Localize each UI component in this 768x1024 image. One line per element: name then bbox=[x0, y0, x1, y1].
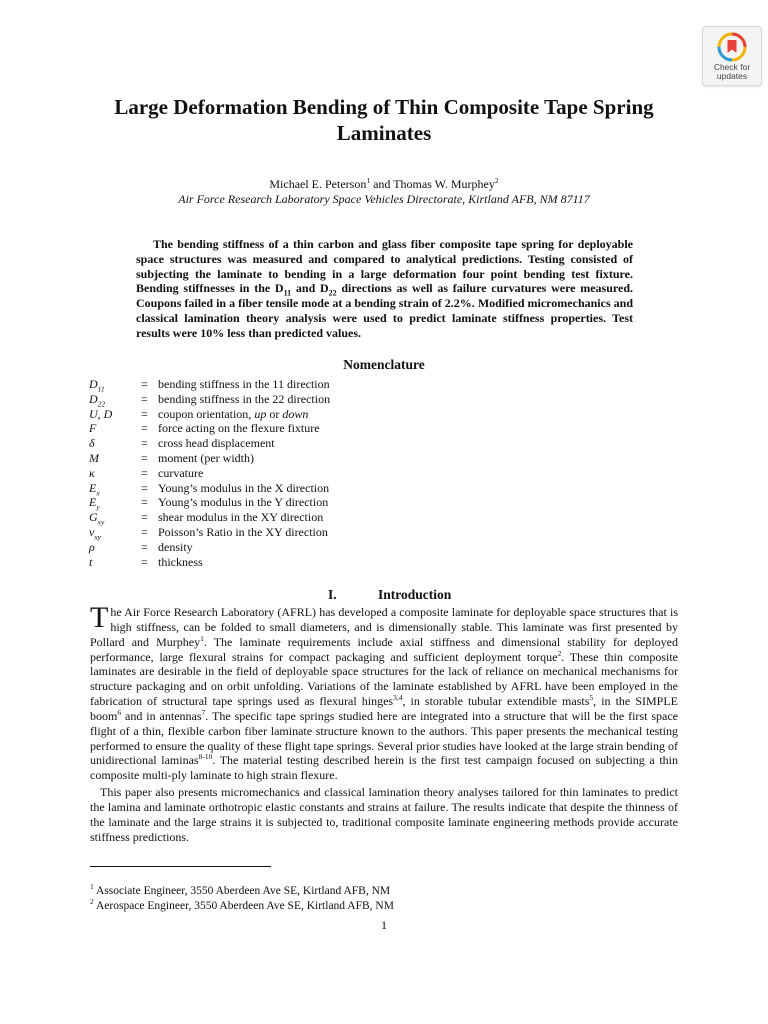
reference-mark: 6 bbox=[117, 707, 122, 717]
nomenclature-symbol: ρ bbox=[89, 539, 95, 554]
intro-text: . These thin composite laminates are desirable in the field of deployable space structures for the lack of reliance on mechanical mechanisms for structure packaging and on orbit unfolding. Variations of the laminate established by AFRL have been employed in the fabrication of structural tape springs used as flexural hinges bbox=[90, 649, 678, 709]
drop-cap: T bbox=[90, 601, 109, 634]
nomenclature-definition: moment (per width) bbox=[158, 450, 254, 465]
reference-mark: 5 bbox=[589, 693, 594, 703]
abstract-text-3: directions as well as failure curvatures were measured. Coupons failed in a fiber tensile mode at a bending strain of 2.2%. Modified micromechanics and classical lamination theory analysis were used to predict laminate stiffness properties. Test results were 10% less than predicted values. bbox=[136, 281, 634, 340]
check-for-updates-badge[interactable] bbox=[702, 26, 762, 86]
nomenclature-definition: Young’s modulus in the X direction bbox=[158, 480, 330, 495]
symbol-letter: E bbox=[89, 495, 97, 510]
nomenclature-equals: = bbox=[141, 391, 148, 406]
symbol-subscript: xy bbox=[94, 532, 101, 542]
abstract-sub-11: 11 bbox=[283, 288, 292, 298]
footnote-separator bbox=[90, 866, 271, 867]
bookmark-ring-icon bbox=[717, 32, 747, 62]
symbol-subscript: 22 bbox=[97, 399, 106, 409]
nomenclature-symbol bbox=[89, 392, 105, 407]
definition-down: down bbox=[282, 406, 309, 421]
nomenclature-row bbox=[89, 392, 489, 407]
abstract-text-1: The bending stiffness of a thin carbon and glass fiber composite tape spring for deployable space structures was measured and compared to analytical predictions. Testing consisted of subjecting the laminate to bending in a large deformation four point bending test fixture. Bending stiffnesses in the D bbox=[136, 237, 633, 296]
nomenclature-row bbox=[89, 451, 489, 466]
page-number: 1 bbox=[381, 918, 387, 932]
footnote bbox=[90, 884, 394, 899]
definition-up: up bbox=[254, 406, 267, 421]
intro-paragraph-1 bbox=[90, 601, 679, 783]
symbol-subscript: xy bbox=[97, 517, 105, 527]
badge-label-line1: Check for bbox=[713, 62, 751, 72]
author-2: Thomas W. Murphey bbox=[393, 177, 495, 191]
reference-mark: 8-10 bbox=[198, 752, 213, 762]
author-2-footnote-mark: 2 bbox=[494, 176, 499, 185]
intro-text: . The material testing described herein is the first test campaign focused on subjecting a thin composite multi-ply laminate to high strain flexure. bbox=[90, 753, 679, 783]
footnotes bbox=[90, 884, 394, 914]
section-title: Introduction bbox=[378, 587, 452, 602]
nomenclature-definition: Young’s modulus in the Y direction bbox=[158, 495, 329, 510]
nomenclature-row bbox=[89, 407, 489, 422]
nomenclature-definition: density bbox=[158, 539, 193, 554]
symbol-letter: U, D bbox=[89, 406, 113, 421]
definition-text: coupon orientation, bbox=[158, 406, 255, 421]
reference-mark: 3,4 bbox=[393, 693, 403, 703]
symbol-letter: E bbox=[89, 480, 97, 495]
nomenclature-symbol: δ bbox=[89, 436, 95, 451]
nomenclature-row bbox=[89, 525, 489, 540]
nomenclature-equals: = bbox=[141, 539, 148, 554]
nomenclature-definition bbox=[158, 407, 308, 422]
footnote-mark: 1 bbox=[90, 882, 94, 892]
nomenclature-equals: = bbox=[141, 450, 148, 465]
abstract-sub-22: 22 bbox=[328, 288, 337, 298]
footnote-text: Aerospace Engineer, 3550 Aberdeen Ave SE, Kirtland AFB, NM bbox=[93, 900, 394, 912]
nomenclature-equals: = bbox=[141, 377, 148, 391]
reference-mark: 2 bbox=[557, 648, 562, 658]
nomenclature-definition: thickness bbox=[158, 554, 203, 569]
nomenclature-definition: shear modulus in the XY direction bbox=[158, 510, 324, 525]
nomenclature-equals: = bbox=[141, 524, 148, 539]
author-1: Michael E. Peterson bbox=[269, 177, 367, 191]
footnote-mark: 2 bbox=[90, 897, 94, 907]
nomenclature-equals: = bbox=[141, 480, 148, 495]
section-heading bbox=[60, 586, 708, 603]
author-1-footnote-mark: 1 bbox=[366, 176, 371, 185]
symbol-subscript: y bbox=[96, 502, 100, 512]
nomenclature-row bbox=[89, 495, 489, 510]
nomenclature-symbol bbox=[89, 510, 104, 525]
nomenclature-row bbox=[89, 436, 489, 451]
abstract bbox=[136, 237, 633, 341]
badge-label-line2: updates bbox=[716, 71, 748, 81]
reference-mark: 1 bbox=[200, 633, 204, 643]
intro-text: . The laminate requirements include axial stiffness and dimensional stability for deployed performance, large flexural strains for compact packaging and sufficient deployment torque bbox=[90, 634, 678, 664]
symbol-letter: G bbox=[89, 510, 98, 525]
symbol-subscript: x bbox=[96, 487, 100, 497]
nomenclature-row bbox=[89, 555, 489, 570]
nomenclature-list bbox=[89, 377, 489, 569]
intro-text: and in antennas bbox=[121, 708, 202, 723]
intro-paragraph-2: This paper also presents micromechanics and classical lamination theory analyses tailored for thin laminates to predict the lamina and laminate orthotropic elastic constants and strains at failure. The results indicate that despite the thinness of the laminate and the large strains it is subjected to, traditional composite laminate engineering methods provide accurate stiffness predictions. bbox=[90, 785, 678, 844]
reference-mark: 7 bbox=[201, 707, 206, 717]
nomenclature-symbol bbox=[89, 377, 105, 392]
nomenclature-symbol bbox=[89, 481, 100, 496]
nomenclature-symbol bbox=[89, 525, 101, 540]
nomenclature-row bbox=[89, 421, 489, 436]
nomenclature-definition: Poisson’s Ratio in the XY direction bbox=[158, 524, 328, 539]
intro-text: , in the SIMPLE boom bbox=[90, 694, 678, 723]
nomenclature-definition: cross head displacement bbox=[158, 436, 275, 451]
footnote bbox=[90, 899, 394, 914]
footnote-text: Associate Engineer, 3550 Aberdeen Ave SE, Kirtland AFB, NM bbox=[93, 885, 391, 897]
nomenclature-symbol: M bbox=[89, 450, 99, 465]
badge-label bbox=[703, 63, 761, 81]
intro-text: , in storable tubular extendible masts bbox=[402, 694, 590, 709]
title-line-2: Laminates bbox=[336, 121, 432, 145]
nomenclature-symbol bbox=[89, 495, 100, 510]
nomenclature-equals: = bbox=[141, 421, 148, 436]
definition-or: or bbox=[266, 406, 283, 421]
nomenclature-definition: bending stiffness in the 22 direction bbox=[158, 391, 331, 406]
symbol-letter: D bbox=[89, 391, 98, 406]
nomenclature-equals: = bbox=[141, 465, 148, 480]
affiliation: Air Force Research Laboratory Space Vehicles Directorate, Kirtland AFB, NM 87117 bbox=[178, 192, 590, 206]
paper-title bbox=[60, 94, 708, 146]
nomenclature-equals: = bbox=[141, 495, 148, 510]
section-number: I. bbox=[328, 587, 337, 602]
intro-text: . The specific tape springs studied here are integrated into a structure that will be the first space flight of a thin, flexible carbon fiber laminate structure known to the authors. This paper presents the mechanical testing performed to ensure the quality of these flight tape springs. Several prior studies have looked at the large strain bending of unidirectional laminas bbox=[90, 708, 678, 768]
symbol-letter: v bbox=[89, 524, 95, 539]
nomenclature-definition: curvature bbox=[158, 465, 204, 480]
nomenclature-row bbox=[89, 481, 489, 496]
nomenclature-symbol: t bbox=[89, 554, 93, 569]
nomenclature-equals: = bbox=[141, 510, 148, 525]
nomenclature-equals: = bbox=[141, 554, 148, 569]
nomenclature-row bbox=[89, 466, 489, 481]
author-joiner: and bbox=[370, 177, 394, 191]
nomenclature-heading: Nomenclature bbox=[343, 357, 425, 372]
intro-text: he Air Force Research Laboratory (AFRL) has developed a composite laminate for deployable space structures that is high stiffness, can be folded to small diameters, and is dimensionally stable. This laminate was first presented by Pollard and Murphey bbox=[90, 605, 678, 649]
nomenclature-definition: force acting on the flexure fixture bbox=[158, 421, 320, 436]
nomenclature-equals: = bbox=[141, 406, 148, 421]
nomenclature-definition: bending stiffness in the 11 direction bbox=[158, 377, 330, 391]
abstract-text-2: and D bbox=[291, 281, 329, 296]
nomenclature-symbol: κ bbox=[89, 465, 95, 480]
nomenclature-row bbox=[89, 540, 489, 555]
symbol-letter: D bbox=[89, 377, 98, 391]
nomenclature-symbol: F bbox=[89, 421, 97, 436]
author-line bbox=[60, 177, 708, 192]
symbol-subscript: 11 bbox=[97, 384, 105, 394]
nomenclature-equals: = bbox=[141, 436, 148, 451]
nomenclature-row bbox=[89, 510, 489, 525]
nomenclature-symbol bbox=[89, 407, 112, 422]
title-line-1: Large Deformation Bending of Thin Composite Tape Spring bbox=[114, 95, 654, 119]
nomenclature-row bbox=[89, 377, 489, 392]
